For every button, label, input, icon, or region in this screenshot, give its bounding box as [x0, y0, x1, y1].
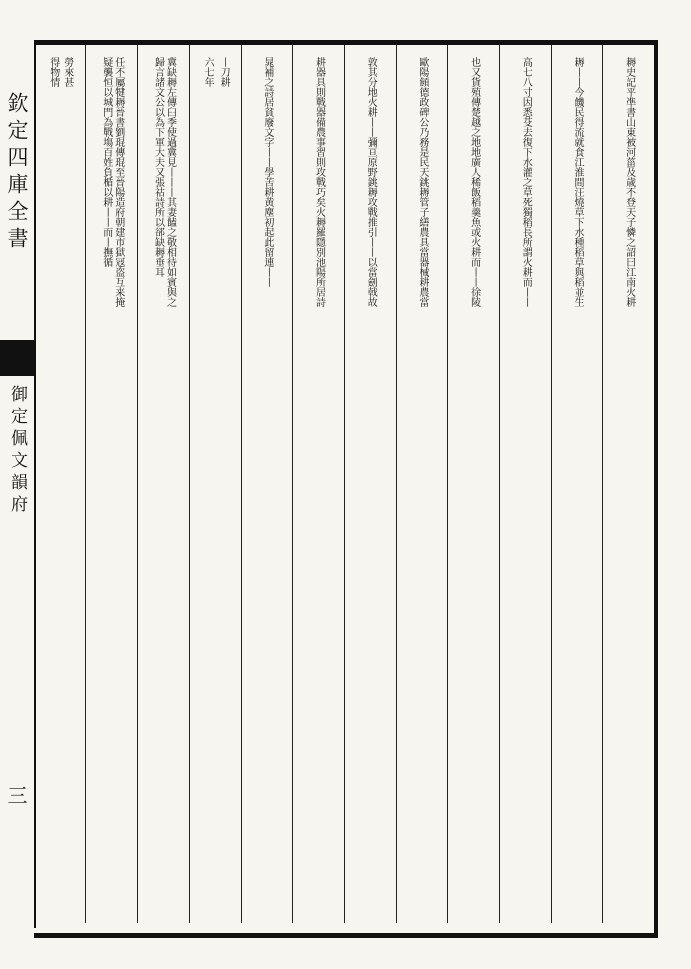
page-margin	[0, 40, 36, 928]
volume-title: 御定佩文韻府	[7, 385, 27, 517]
text-column: 勞來甚	[61, 57, 73, 87]
text-column: 耨丨丨今饑民得流就食江淮間汪燒草下水種稻草與稻並生	[571, 57, 583, 307]
text-column: 耕器具則戰器備農事習則攻戰巧矣火耨羅隱別池陽所居詩	[313, 57, 325, 307]
text-column: 六七年	[202, 57, 214, 87]
text-column: 任不屬犍耨晉書劉琨傳琨至晉陽造府朝建市獄冦盗互来掩	[112, 57, 124, 307]
text-column: 冀缺耨左傳臼季使過冀見丨丨丨其妻饁之敬相待如賓與之	[164, 57, 176, 307]
text-column: 丨刀耕	[218, 57, 230, 87]
text-column: 敦其分地火耕丨丨彌亘原野銚耨攻戰推引丨丨以當劍戟故	[365, 57, 377, 307]
text-column: 也又貨殖傳楚越之地地廣人稀飯稻羹魚或火耕而丨丨徐陵	[468, 57, 480, 307]
fishtail-mark	[0, 340, 34, 376]
text-column: 耨史記平凖書山東被河菑及歳不登天子憐之詔曰江南火耕	[623, 57, 635, 307]
text-column: 歐陽頠德政碑公乃務是民天銚耨管子繕農具當器械耕農當	[416, 57, 428, 307]
text-column: 高七八寸因悉芟去復下水灌之草死獨稻長所謂火耕而丨丨	[520, 57, 532, 307]
page-number: 三	[4, 785, 28, 805]
text-column: 疑襲恒以城門為戰塲百姓負楯以耕丨丨而丨撫循	[100, 57, 112, 267]
text-column: 晁補之詩居貧廢文字丨丨學苦耕黄塵初起此留連丨丨	[261, 57, 273, 287]
text-column: 得物情	[47, 57, 59, 87]
text-column: 歸言諸文公以為下軍大夫又張祜詩所以郤缺耨垂耳	[152, 57, 164, 277]
book-title: 欽定四庫全書	[5, 92, 29, 254]
text-columns	[34, 45, 654, 923]
